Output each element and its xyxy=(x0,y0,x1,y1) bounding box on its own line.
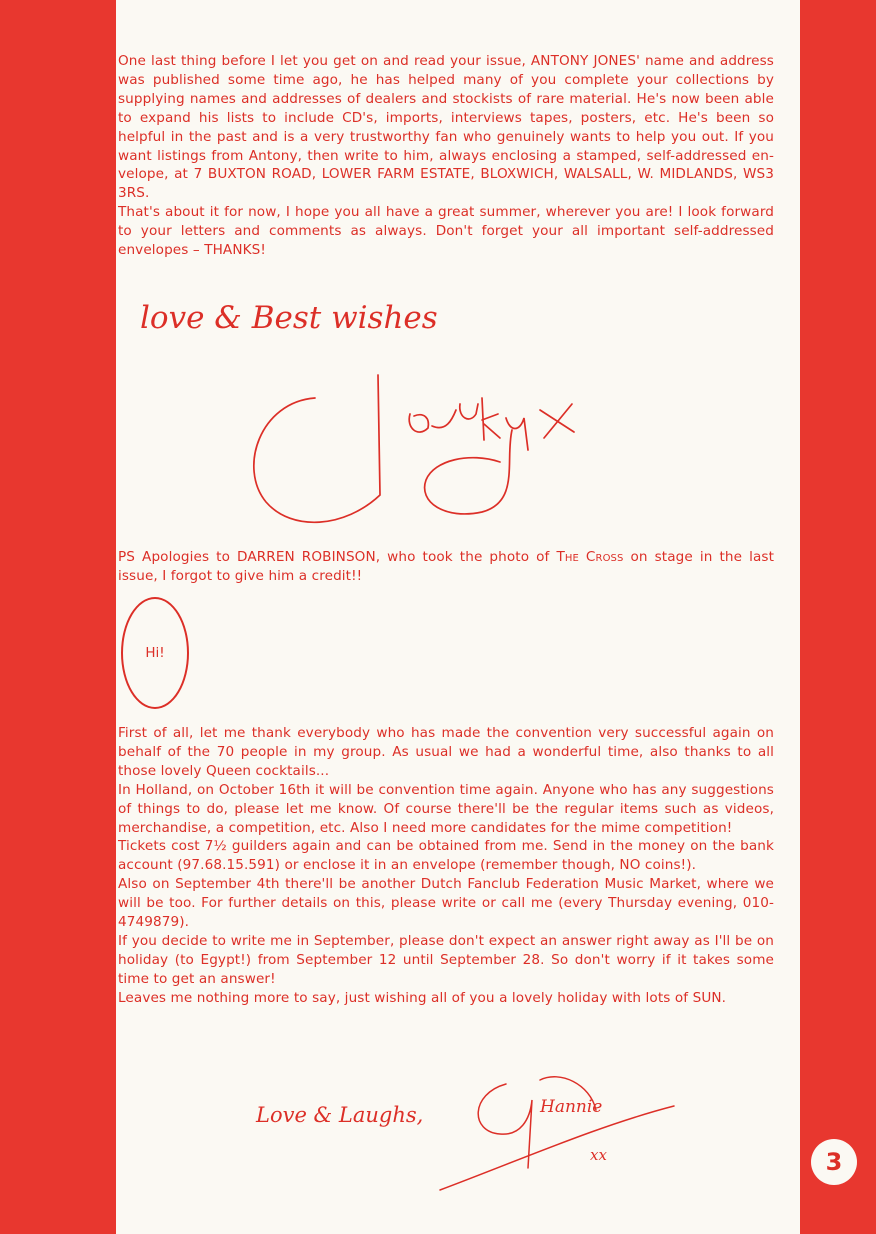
hannie-section xyxy=(118,724,774,1008)
ps-text: PS Apologies to DARREN ROBINSON, who took the photo of The Cross on stage in the last issue, I forgot to give him a credit!! xyxy=(118,549,774,584)
hannie-kisses: xx xyxy=(590,1146,607,1164)
paragraph-closing: Leaves me nothing more to say, just wishing all of you a lovely holiday with lots of SUN. xyxy=(118,989,727,1006)
hi-greeting-oval xyxy=(121,597,189,709)
ps-note xyxy=(118,548,774,586)
hi-greeting: Hi! xyxy=(145,645,165,661)
paragraph-antony: One last thing before I let you get on and read your issue, ANTONY JONES' name and address was published some time ago, he has helped many of you complete your collections by supplying names and addresses of dealers and stockists of rare material. He's now been able to expand his lists to include CD's, imports, interviews tapes, posters, etc. He's been so helpful in the past and is a very trustworthy fan who genuinely wants to help you out. If you want listings from Antony, then write to him, always enclosing a stamped, self-addressed en-velope, at 7 BUXTON ROAD, LOWER FARM ESTATE, BLOXWICH, WALSALL, W. MIDLANDS, WS3 3RS. xyxy=(118,53,774,202)
paragraph-holland-convention: In Holland, on October 16th it will be convention time again. Anyone who has any suggestions of things to do, please let me know. Of course there'll be the regular items such as videos, merchandise, a competition, etc. Also I need more candidates for the mime competition! xyxy=(118,781,774,836)
page-number: 3 xyxy=(811,1139,857,1185)
paragraph-summer: That's about it for now, I hope you all have a great summer, wherever you are! I look forward to your letters and comments as always. Don't forget your all important self-addressed envelopes – THANKS! xyxy=(118,204,774,259)
paragraph-convention-thanks: First of all, let me thank everybody who has made the convention very successful again on behalf of the 70 people in my group. As usual we had a wonderful time, also thanks to all those lovely Queen cocktails... xyxy=(118,725,774,779)
hannie-signoff: Love & Laughs, xyxy=(256,1103,424,1127)
antony-jones-section xyxy=(118,52,774,260)
paragraph-tickets: Tickets cost 7½ guilders again and can be obtained from me. Send in the money on the bank account (97.68.15.591) or enclose it in an envelope (remember though, NO coins!). xyxy=(118,838,774,874)
hannie-signature-text: Hannie xyxy=(540,1097,603,1117)
band-name: The Cross xyxy=(556,549,624,565)
paragraph-music-market: Also on September 4th there'll be another Dutch Fanclub Federation Music Market, where we will be too. For further details on this, please write or call me (every Thursday evening, 010-4749879). xyxy=(118,876,774,931)
jackey-signoff: love & Best wishes xyxy=(140,300,438,336)
paragraph-holiday: If you decide to write me in September, please don't expect an answer right away as I'll be on holiday (to Egypt!) from September 12 until September 28. So don't worry if it takes some time to get an answer! xyxy=(118,932,774,987)
